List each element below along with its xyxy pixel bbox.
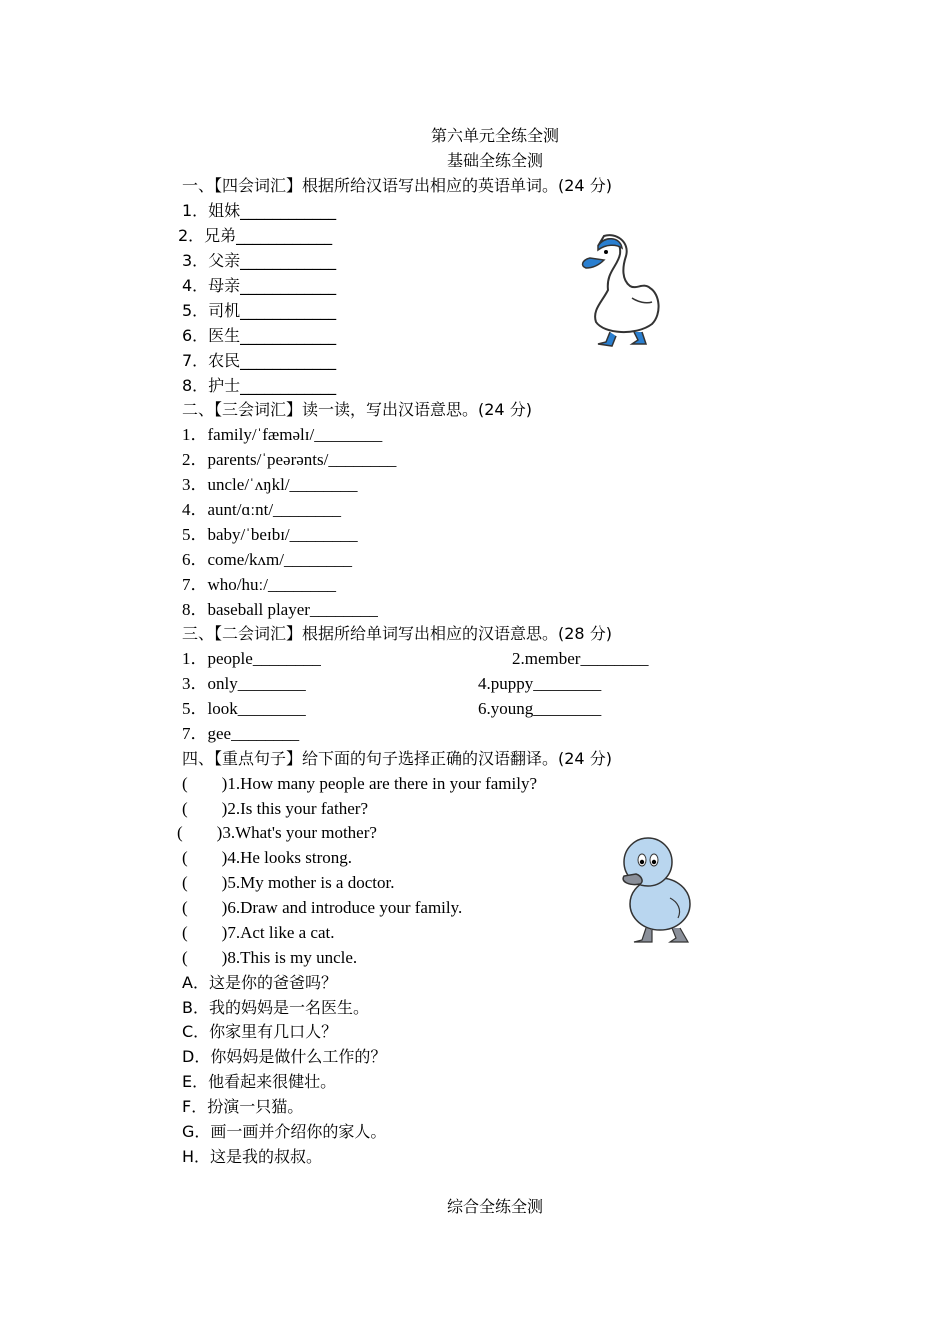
- list-item: 6.young________: [478, 699, 602, 718]
- question-row: ( )5.My mother is a doctor.: [182, 873, 395, 892]
- list-item: 3．uncle/ˈʌŋkl/________: [182, 475, 358, 494]
- list-item: 4.puppy________: [478, 674, 602, 693]
- list-item: 2．parents/ˈpeərənts/________: [182, 450, 397, 469]
- list-item: 4．母亲____________: [182, 276, 337, 295]
- list-item: F．扮演一只猫。: [182, 1097, 304, 1116]
- list-item: 5．baby/ˈbeɪbɪ/________: [182, 525, 358, 544]
- list-item: 4．aunt/ɑːnt/________: [182, 500, 342, 519]
- list-item: G．画一画并介绍你的家人。: [182, 1122, 387, 1141]
- list-item: 7．who/huː/________: [182, 575, 336, 594]
- question-row: ( )1.How many people are there in your family?: [182, 774, 537, 793]
- list-item: 8．baseball player________: [182, 600, 378, 619]
- page-title: 第六单元全练全测: [430, 126, 559, 145]
- section2-heading: 二、【三会词汇】读一读，写出汉语意思。(24 分): [182, 400, 532, 419]
- question-row: ( )6.Draw and introduce your family.: [182, 898, 463, 917]
- list-item: 2．兄弟____________: [178, 226, 333, 245]
- question-row: ( )8.This is my uncle.: [182, 948, 358, 967]
- page-subtitle: 基础全练全测: [446, 151, 543, 170]
- list-item: E．他看起来很健壮。: [182, 1072, 337, 1091]
- list-item: A．这是你的爸爸吗？: [182, 973, 337, 992]
- section1-heading: 一、【四会词汇】根据所给汉语写出相应的英语单词。(24 分): [182, 176, 612, 195]
- list-item: 1．姐妹____________: [182, 201, 337, 220]
- list-item: 5．look________: [182, 699, 306, 718]
- list-item: 6．医生____________: [182, 326, 337, 345]
- question-row: ( )2.Is this your father?: [182, 799, 369, 818]
- list-item: 1．people________: [182, 649, 321, 668]
- list-item: H．这是我的叔叔。: [182, 1147, 323, 1166]
- list-item: 6．come/kʌm/________: [182, 550, 352, 569]
- question-row: ( )4.He looks strong.: [182, 848, 352, 867]
- goose-illustration: [576, 232, 666, 350]
- list-item: D．你妈妈是做什么工作的？: [182, 1047, 387, 1066]
- list-item: 3．父亲____________: [182, 251, 337, 270]
- list-item: 7．gee________: [182, 724, 300, 743]
- question-row: ( )7.Act like a cat.: [182, 923, 335, 942]
- list-item: 3．only________: [182, 674, 306, 693]
- list-item: 8．护士____________: [182, 376, 337, 395]
- question-row: ( )3.What's your mother?: [177, 823, 377, 842]
- duckling-illustration: [618, 832, 696, 946]
- section4-heading: 四、【重点句子】给下面的句子选择正确的汉语翻译。(24 分): [182, 749, 612, 768]
- list-item: 5．司机____________: [182, 301, 337, 320]
- section3-heading: 三、【二会词汇】根据所给单词写出相应的汉语意思。(28 分): [182, 624, 612, 643]
- section-heading-comprehensive: 综合全练全测: [446, 1197, 543, 1216]
- list-item: 2.member________: [512, 649, 649, 668]
- list-item: B．我的妈妈是一名医生。: [182, 998, 369, 1017]
- list-item: 7．农民____________: [182, 351, 337, 370]
- list-item: C．你家里有几口人？: [182, 1022, 338, 1041]
- list-item: 1．family/ˈfæməlɪ/________: [182, 425, 383, 444]
